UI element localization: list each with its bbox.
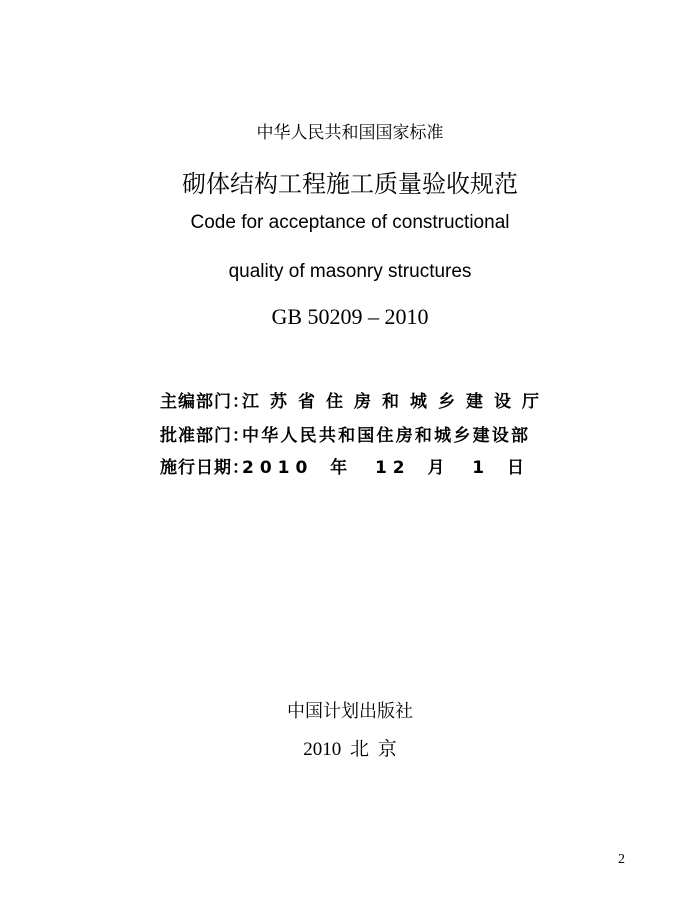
meta-row-effective-date: [160, 453, 530, 477]
meta-value-effective-date: 2010 年 12 月 1 日: [242, 458, 530, 478]
page-number: 2: [618, 852, 625, 867]
document-title-cn: 砌体结构工程施工质量验收规范: [182, 170, 518, 198]
standard-number: GB 50209 – 2010: [271, 304, 429, 329]
standard-type-heading: 中华人民共和国国家标准: [256, 123, 444, 143]
meta-label-effective-date: 施行日期：: [160, 458, 250, 478]
meta-value-chief-editor-department: 江苏省住房和城乡建设厅: [242, 392, 550, 412]
publisher-name: 中国计划出版社: [287, 701, 413, 722]
document-title-en-line-2: quality of masonry structures: [228, 261, 472, 282]
meta-row-approval-department: [160, 421, 530, 445]
meta-label-chief-editor-department: 主编部门：: [160, 392, 250, 412]
meta-value-approval-department: 中华人民共和国住房和城乡建设部: [242, 426, 530, 446]
meta-row-chief-editor-department: [160, 387, 550, 412]
publication-year-place: 2010 北 京: [303, 739, 397, 760]
document-title-en-line-1: Code for acceptance of constructional: [190, 212, 510, 233]
meta-label-approval-department: 批准部门：: [160, 426, 250, 446]
